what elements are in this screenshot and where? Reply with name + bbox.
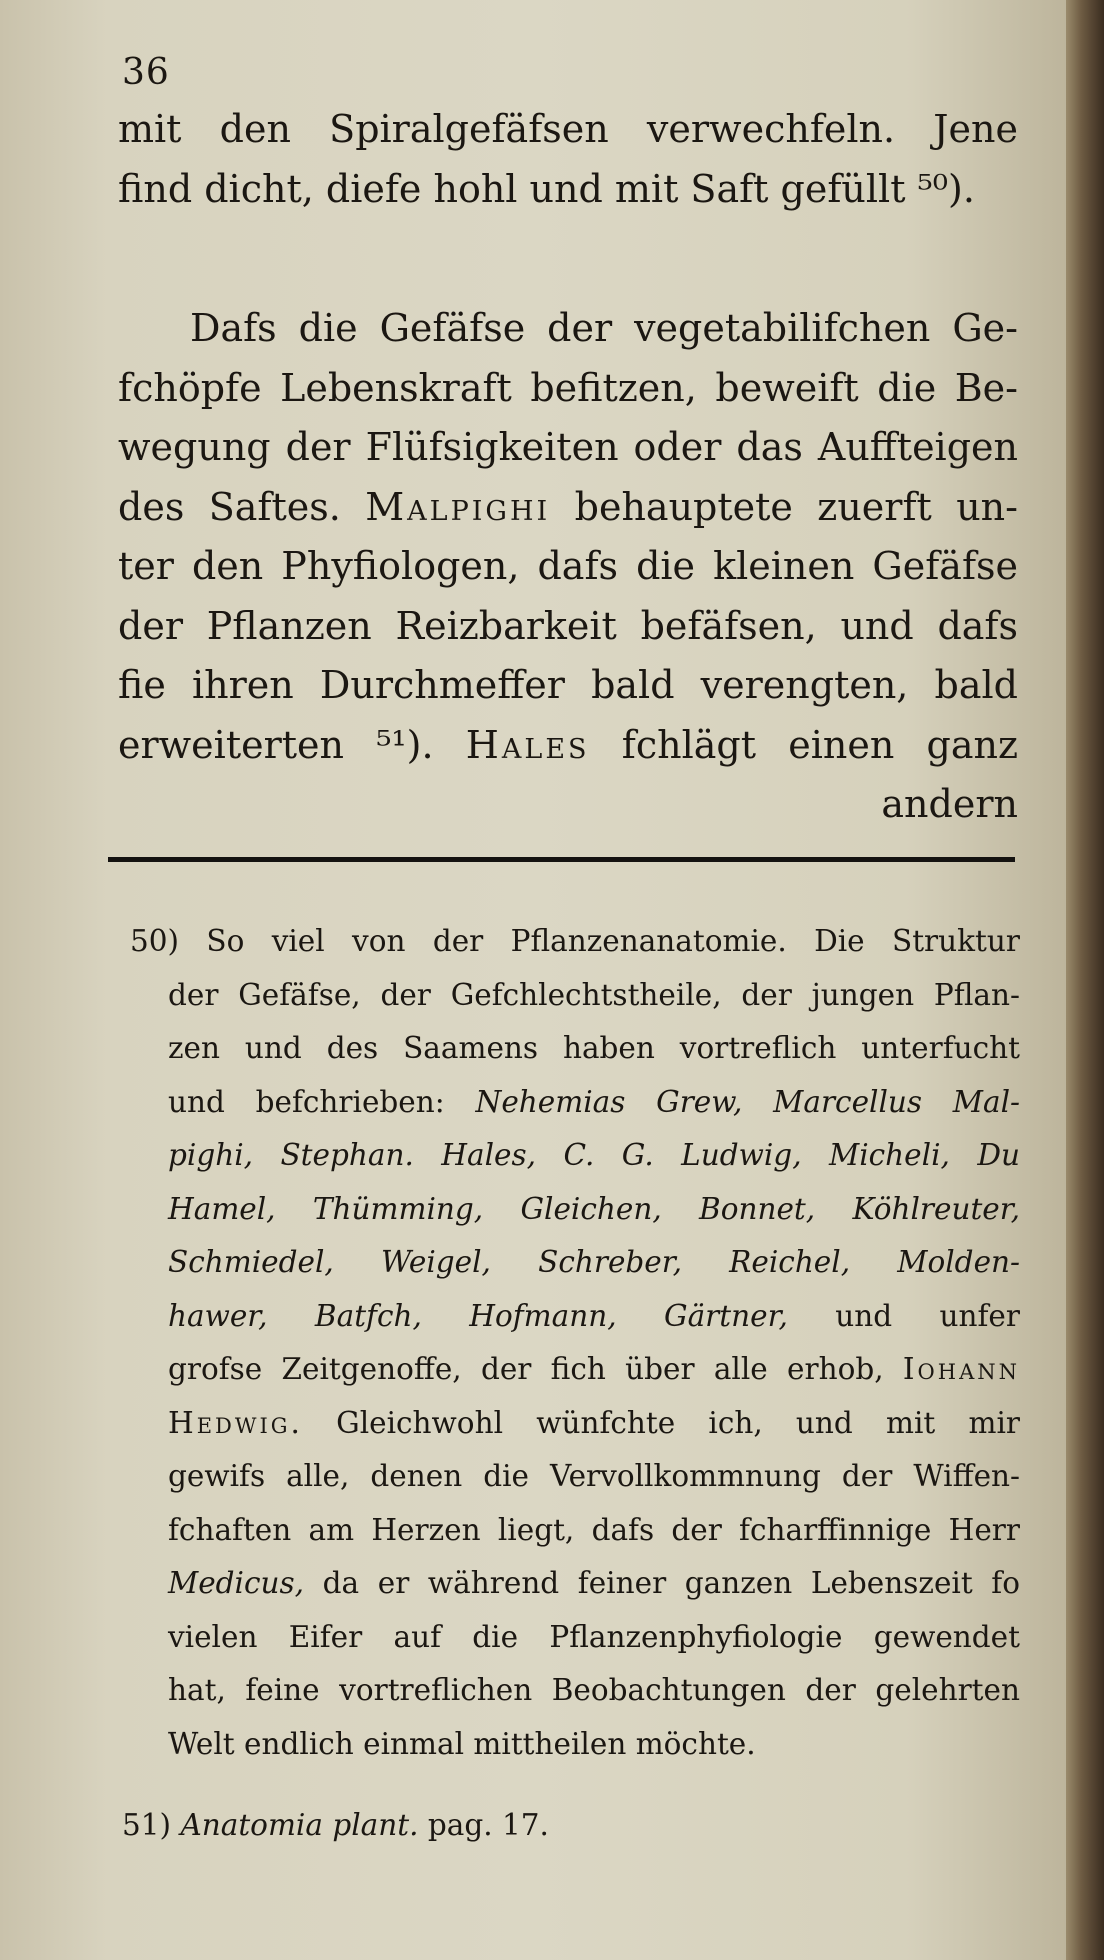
names-italic: pighi, Stephan. Hales, C. G. Ludwig, Micheli, Du [168,1138,1020,1172]
names-italic: Medicus, [168,1566,305,1600]
text-run: da er während feiner ganzen Lebenszeit fo [322,1566,1020,1600]
text-line: der Pflanzen Reizbarkeit befäfsen, und dafs [118,603,1018,648]
footnote-line: Welt endlich einmal mittheilen möchte. [168,1726,756,1761]
footnote-spacer [130,1771,1020,1799]
footnote-marker: 51) [122,1808,172,1842]
names-italic: hawer, Batfch, Hofmann, Gärtner, [168,1298,788,1333]
text-line: fchöpfe Lebenskraft befitzen, beweift die Be- [118,365,1018,410]
footnote-line [130,1183,1020,1237]
footnote-line [130,1236,1020,1290]
footnote-line [130,1076,1020,1130]
text-run: Gleichwohl wünfchte ich, und mit mir [336,1405,1020,1440]
text-run: und unfer [835,1298,1020,1333]
text-run: des Saftes. [118,484,341,529]
author-name: Iohann [902,1352,1020,1386]
footnote-line [130,1397,1020,1451]
text-line [118,716,1018,776]
text-run: pag. 17. [427,1808,549,1842]
citation-italic: Anatomia plant. [180,1808,419,1842]
text-run: erweiterten ⁵¹). [118,722,434,767]
footnote-rule [108,857,1015,862]
footnote-line [130,1557,1020,1611]
paragraph-break [118,219,1018,299]
text-line: mit den Spiralgefäfsen verwechfeln. Jene [118,107,1018,151]
footnote-line: gewifs alle, denen die Vervollkommnung der Wiffen- [168,1459,1020,1493]
footnote-line: der Gefäfse, der Gefchlechtstheile, der jungen Pflan- [168,977,1020,1012]
text-line [118,478,1018,538]
catchword: andern [881,782,1018,826]
footnotes [122,915,1020,1853]
footnote-line: vielen Eifer auf die Pflanzenphyfiologie gewendet [168,1619,1020,1654]
text-run: fchlägt einen ganz [621,722,1018,767]
footnote-line: 50) So viel von der Pflanzenanatomie. Die Struktur [130,924,1020,958]
footnote-line [130,1290,1020,1344]
author-name: Hedwig. [168,1405,303,1440]
footnote-line [122,1799,1020,1853]
book-edge [1066,0,1104,1960]
text-line: ter den Phyfiologen, dafs die kleinen Gefäfse [118,544,1018,588]
names-italic: Hamel, Thümming, Gleichen, Bonnet, Köhlreuter, [168,1191,1020,1226]
names-italic: Nehemias Grew, Marcellus Mal- [475,1084,1020,1119]
text-line: wegung der Flüfsigkeiten oder das Auffteigen [118,425,1018,469]
text-line: find dicht, diefe hohl und mit Saft gefüllt ⁵⁰). [118,166,975,211]
author-name: Malpighi [365,484,551,529]
author-name: Hales [465,722,590,767]
footnote-line: hat, feine vortreflichen Beobachtungen der gelehrten [168,1673,1020,1707]
text-run: grofse Zeitgenoffe, der fich über alle erhob, [168,1352,884,1386]
text-run: und befchrieben: [168,1084,445,1119]
main-text [118,100,1018,835]
text-line: Dafs die Gefäfse der vegetabilifchen Ge- [190,306,1018,350]
names-italic: Schmiedel, Weigel, Schreber, Reichel, Molden- [168,1245,1020,1279]
footnote-line [130,1129,1020,1183]
text-run: behauptete zuerft un- [574,484,1018,529]
footnote-line [130,1343,1020,1397]
footnote-line: zen und des Saamens haben vortreflich unterfucht [168,1031,1020,1065]
page-number: 36 [122,52,170,93]
text-line: fie ihren Durchmeffer bald verengten, bald [118,663,1018,707]
footnote-line: fchaften am Herzen liegt, dafs der fcharffinnige Herr [168,1512,1020,1547]
